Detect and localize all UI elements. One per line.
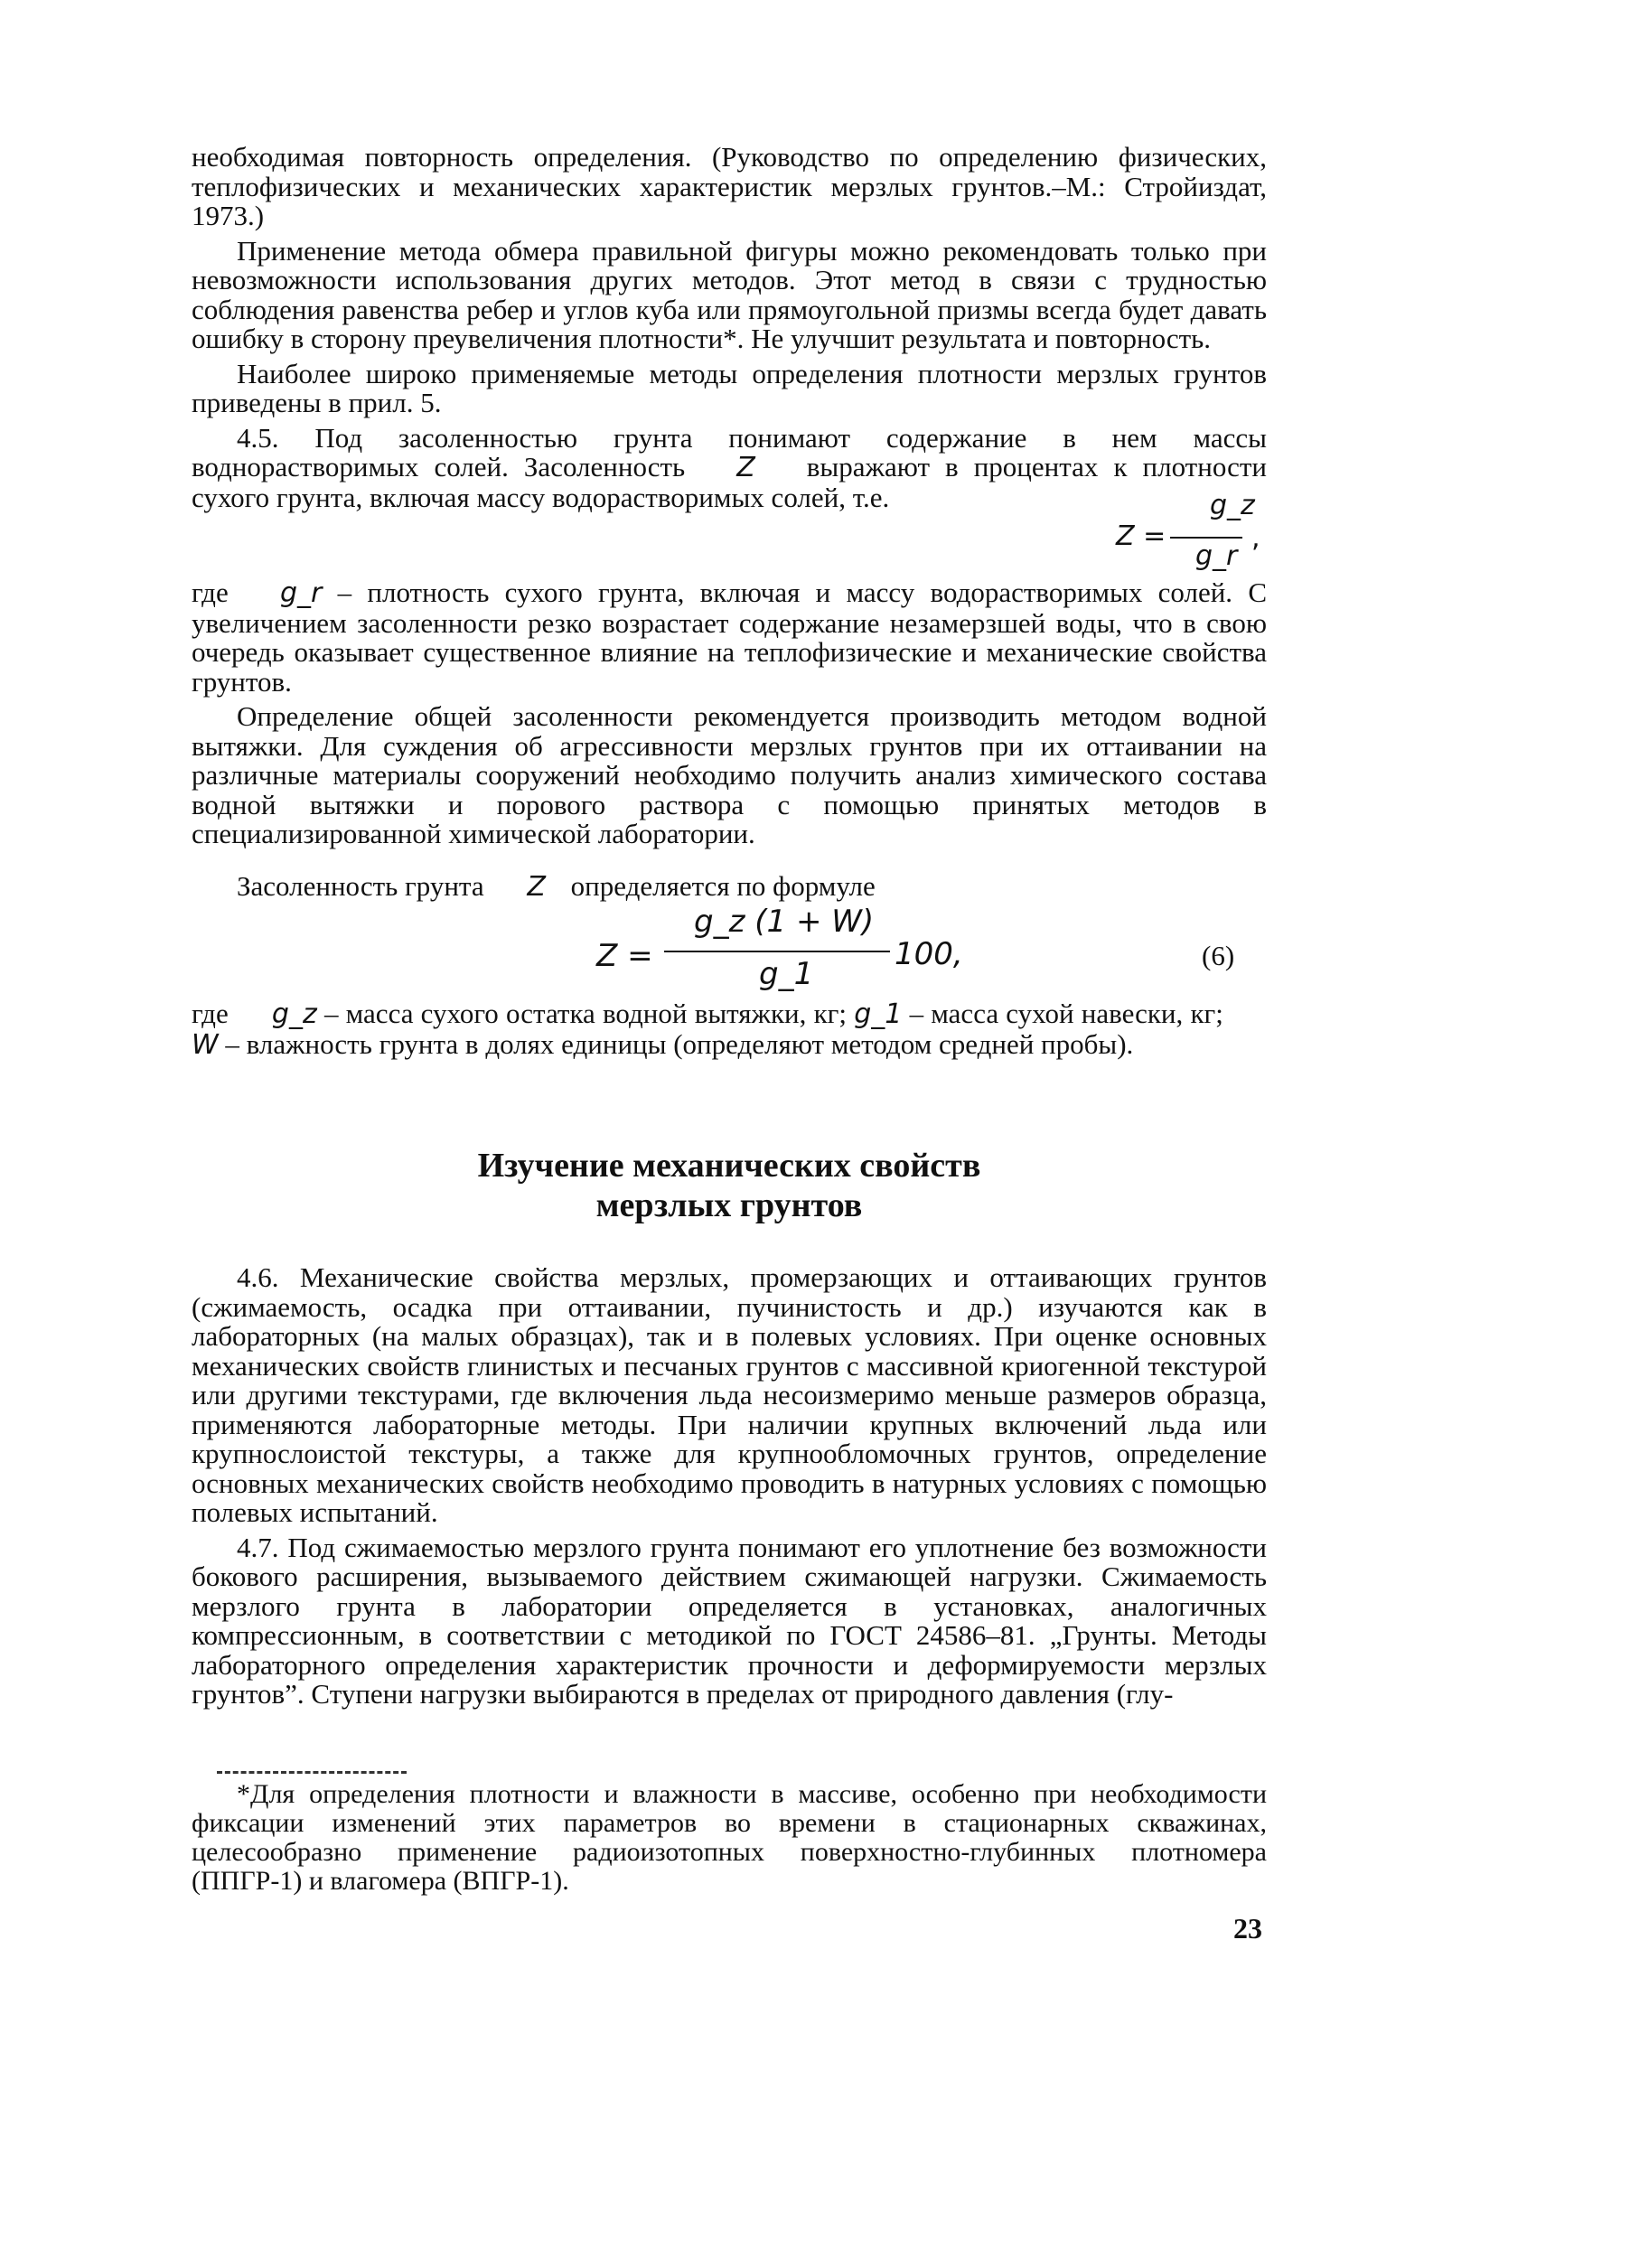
where2-label: где bbox=[192, 998, 229, 1029]
var-z: Z bbox=[736, 452, 755, 483]
where-2-block bbox=[192, 999, 1267, 1060]
intro-text-1: Засоленность грунта bbox=[237, 870, 484, 902]
top-text-block bbox=[192, 143, 1267, 512]
var-g-z: g_z bbox=[271, 998, 317, 1030]
section-heading bbox=[192, 1146, 1267, 1225]
where1-text: – плотность сухого грунта, включая и массу водорастворимых солей. С увеличением засоленности резко возрастает содержание незамерзшей воды, что в свою очередь оказывает существенное влияние на теплофизические и механические свойства грунтов. bbox=[192, 576, 1267, 698]
where2-text-2: – масса сухой навески, кг; bbox=[909, 998, 1223, 1029]
footnote-text: *Для определения плотности и влажности в массиве, особенно при необходимости фиксации изменений этих параметров во времени в стационарных скважинах, целесообразно применение радиоизотопных поверхностно-глубинных плотномера (ППГР-1) и влагомера (ВПГР-1). bbox=[192, 1779, 1267, 1896]
formula1-lhs: Z = bbox=[1116, 520, 1166, 552]
footnote-separator bbox=[217, 1771, 407, 1774]
var-w: W bbox=[192, 1028, 219, 1061]
where1-label: где bbox=[192, 576, 229, 608]
var-g-r: g_r bbox=[279, 577, 323, 609]
formula-intro-line bbox=[192, 872, 1267, 902]
formula2-multiplier: 100, bbox=[895, 936, 963, 972]
formula-6 bbox=[596, 904, 1030, 1003]
formula1-comma: , bbox=[1251, 522, 1260, 554]
paragraph-total-salinity: Определение общей засоленности рекомендуется производить методом водной вытяжки. Для суждения об агрессивности мерзлых грунтов при их оттаивании на различные материалы сооружений необходимо получить анализ химического состава водной вытяжки и порового раствора с помощью принятых методов в специализированной химической лаборатории. bbox=[192, 700, 1267, 849]
intro-text-2: определяется по формуле bbox=[570, 870, 876, 902]
page-number: 23 bbox=[1233, 1912, 1262, 1945]
paragraph-4-5 bbox=[192, 421, 1267, 513]
heading-line-2: мерзлых грунтов bbox=[595, 1186, 863, 1224]
p45-text-2: выражают в процентах к плотности сухого грунта, включая массу водорастворимых солей, т.е. bbox=[192, 451, 1267, 513]
var-z-2: Z bbox=[527, 871, 546, 903]
formula1-fraction-bar bbox=[1170, 537, 1242, 539]
formula-salinity-ratio bbox=[1116, 490, 1269, 580]
bottom-text-block bbox=[192, 1263, 1267, 1710]
formula2-denominator: g_1 bbox=[759, 956, 814, 992]
paragraph-cube-method: Применение метода обмера правильной фигуры можно рекомендовать только при невозможности использования других методов. Этот метод в связи с трудностью соблюдения равенства ребер и углов куба или прямоугольной призмы всегда будет давать ошибку в сторону преувеличения плотности*. Не улучшит результата и повторность. bbox=[192, 234, 1267, 354]
p45-text-1: 4.5. Под засоленностью грунта понимают содержание в нем массы воднорастворимых солей. Засоленность bbox=[192, 421, 1267, 483]
formula1-numerator: g_z bbox=[1210, 490, 1255, 521]
paragraph-continuation: необходимая повторность определения. (Руководство по определению физических, теплофизических и механических характеристик мерзлых грунтов.–М.: Стройиздат, 1973.) bbox=[192, 141, 1267, 231]
paragraph-4-7: 4.7. Под сжимаемостью мерзлого грунта понимают его уплотнение без возможности бокового расширения, вызываемого действием сжимающей нагрузки. Сжимаемость мерзлого грунта в лаборатории определяется в установках, аналогичных компрессионным, в соответствии с методикой по ГОСТ 24586–81. „Грунты. Методы лабораторного определения характеристик прочности и деформируемости мерзлых грунтов”. Ступени нагрузки выбираются в пределах от природного давления (глу- bbox=[192, 1531, 1267, 1710]
var-g-1: g_1 bbox=[854, 998, 903, 1030]
middle-text-block bbox=[192, 578, 1267, 849]
formula2-numerator: g_z (1 + W) bbox=[694, 904, 875, 940]
paragraph-4-6: 4.6. Механические свойства мерзлых, промерзающих и оттаивающих грунтов (сжимаемость, осадка при оттаивании, пучинистость и др.) изучаются как в лабораторных (на малых образцах), так и в полевых условиях. При оценке основных механических свойств глинистых и песчаных грунтов с массивной криогенной текстурой или другими текстурами, где включения льда несоизмеримо меньше размеров образца, применяются лабораторные методы. При наличии крупных включений льда или крупнослоистой текстуры, а также для крупнообломочных грунтов, определение основных механических свойств необходимо проводить в натурных условиях с помощью полевых испытаний. bbox=[192, 1261, 1267, 1528]
paragraph-where-2 bbox=[192, 999, 1267, 1060]
heading-line-1: Изучение механических свойств bbox=[477, 1147, 981, 1185]
where2-text-1: – масса сухого остатка водной вытяжки, кг; bbox=[323, 998, 847, 1029]
paragraph-where-1 bbox=[192, 578, 1267, 697]
formula2-fraction-bar bbox=[664, 951, 890, 952]
where2-text-3: – влажность грунта в долях единицы (определяют методом средней пробы). bbox=[225, 1027, 1134, 1060]
equation-number: (6) bbox=[1202, 940, 1235, 971]
footnote bbox=[192, 1780, 1267, 1896]
formula2-lhs: Z = bbox=[596, 938, 653, 974]
formula1-denominator: g_r bbox=[1195, 540, 1238, 572]
paragraph-methods-appendix: Наиболее широко применяемые методы определения плотности мерзлых грунтов приведены в прил. 5. bbox=[192, 357, 1267, 418]
